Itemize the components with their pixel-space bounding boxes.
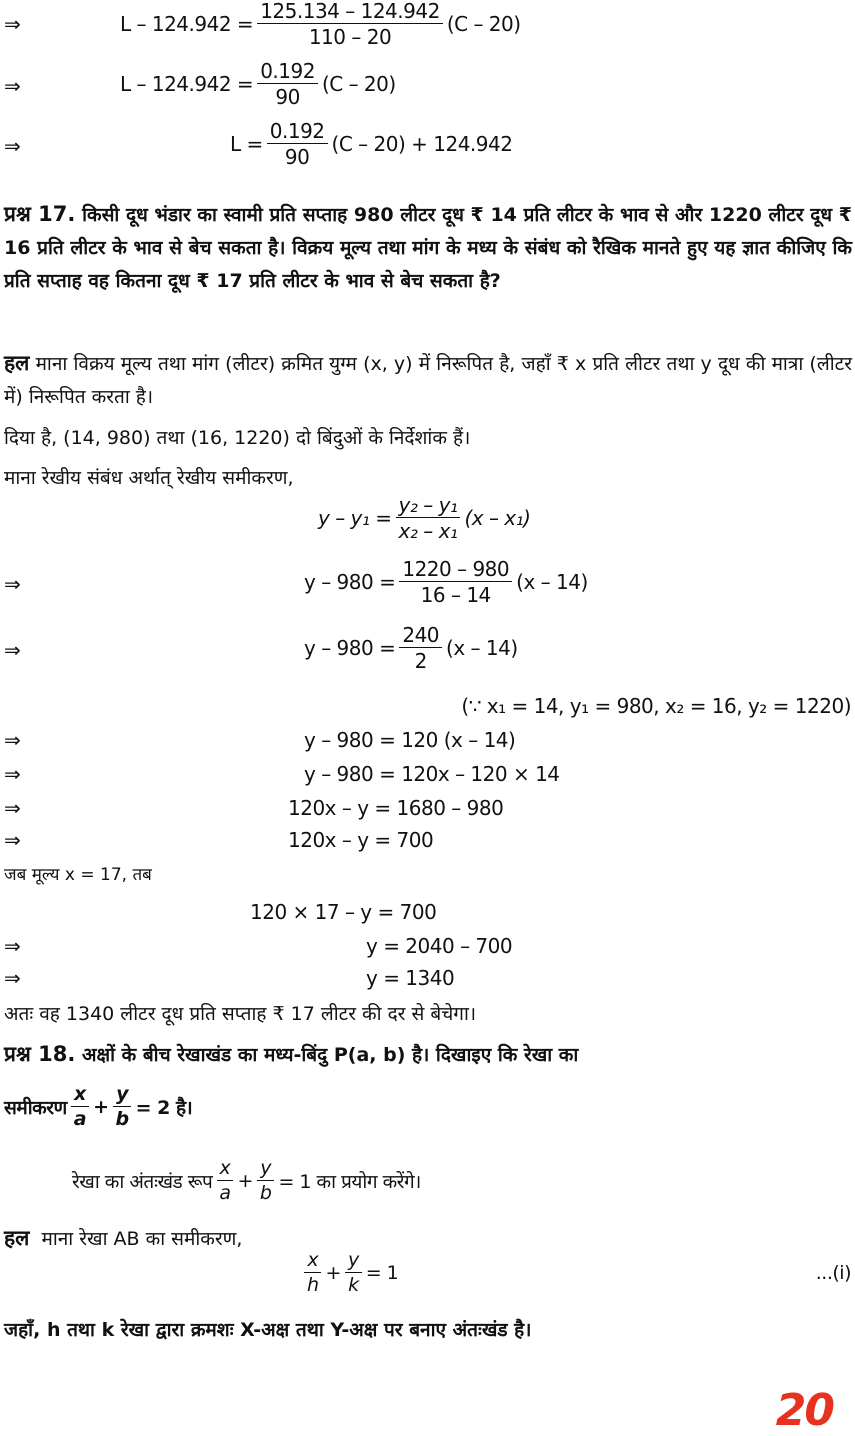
eq-tail: (C – 20) + 124.942: [331, 132, 513, 156]
equation-simplified: [304, 624, 518, 672]
fraction: [112, 1084, 131, 1130]
eq-tail: (x – x₁): [464, 506, 531, 530]
equation-substituted: [304, 558, 588, 606]
eq-tail: = 1: [365, 1261, 399, 1284]
question-text: किसी दूध भंडार का स्वामी प्रति सप्ताह 980 लीटर दूध ₹ 14 प्रति लीटर के भाव से और 1220 लीटर दूध ₹ 16 प्रति लीटर के भाव से बेच सकता है। विक्रय मूल्य तथा मांग के मध्य के संबंध को रैखिक मानते हुए यह ज्ञात कीजिए कि प्रति सप्ताह वह कितना दूध ₹ 17 प्रति लीटर के भाव से बेच सकता है?: [4, 204, 852, 292]
equation-line-3: [230, 120, 512, 168]
equation-two-point-form: [318, 494, 530, 542]
denominator: a: [73, 1107, 87, 1130]
equation-step-7: 120x – y = 700: [288, 828, 434, 852]
solution-17-intro: [4, 347, 852, 414]
eq-lhs: y – y₁ =: [318, 506, 392, 530]
eq-lhs: L – 124.942 =: [120, 12, 254, 36]
numerator: 0.192: [257, 60, 318, 84]
fraction: [216, 1158, 233, 1204]
denominator: 90: [284, 145, 310, 169]
eq-lhs: L =: [230, 132, 263, 156]
numerator: x: [304, 1250, 321, 1273]
denominator: k: [348, 1273, 359, 1296]
solution-text: माना विक्रय मूल्य तथा मांग (लीटर) क्रमित युग्म (x, y) में निरूपित है, जहाँ ₹ x प्रति लीटर तथा y दूध की मात्रा (लीटर में) निरूपित करता है।: [4, 353, 852, 408]
answer-17: अतः वह 1340 लीटर दूध प्रति सप्ताह ₹ 17 लीटर की दर से बेचेगा।: [4, 1003, 477, 1025]
implies-arrow: ⇒: [4, 638, 21, 662]
fraction: [399, 624, 442, 672]
denominator: a: [219, 1181, 231, 1204]
numerator: x: [217, 1158, 234, 1181]
fraction: [267, 120, 328, 168]
question-label: प्रश्न 18.: [4, 1042, 76, 1066]
fraction: [257, 0, 443, 48]
given-points: दिया है, (14, 980) तथा (16, 1220) दो बिंदुओं के निर्देशांक हैं।: [4, 427, 471, 449]
denominator: b: [259, 1181, 272, 1204]
solution-18-intro: [4, 1224, 242, 1252]
implies-arrow: ⇒: [4, 12, 21, 36]
eq-lhs: y – 980 =: [304, 636, 396, 660]
eq-tail: = 2 है।: [135, 1096, 193, 1119]
question-label: प्रश्न 17.: [4, 202, 76, 226]
implies-arrow: ⇒: [4, 934, 21, 958]
plus-sign: +: [237, 1169, 253, 1192]
equation-step-9: y = 2040 – 700: [366, 934, 513, 958]
eq-tail: (x – 14): [446, 636, 518, 660]
when-value: जब मूल्य x = 17, तब: [4, 865, 152, 885]
fraction: [257, 60, 318, 108]
fraction: [304, 1250, 322, 1296]
fraction: [345, 1250, 362, 1296]
implies-arrow: ⇒: [4, 134, 21, 158]
denominator: 2: [414, 649, 427, 673]
solution-label: हल: [4, 351, 30, 375]
solution-text: माना रेखा AB का समीकरण,: [41, 1228, 243, 1250]
equation-line-2: [120, 60, 396, 108]
implies-arrow: ⇒: [4, 572, 21, 596]
intercept-equation: [300, 1250, 398, 1296]
fraction: [399, 558, 512, 606]
numerator: y₂ – y₁: [396, 494, 461, 518]
numerator: 125.134 – 124.942: [257, 0, 443, 24]
numerator: 1220 – 980: [399, 558, 512, 582]
implies-arrow: ⇒: [4, 74, 21, 98]
denominator: 16 – 14: [420, 583, 491, 607]
question-17: [4, 198, 852, 298]
implies-arrow: ⇒: [4, 796, 21, 820]
plus-sign: +: [93, 1095, 109, 1118]
denominator: b: [115, 1107, 129, 1130]
numerator: y: [113, 1084, 131, 1107]
linear-intro: माना रेखीय संबंध अर्थात् रेखीय समीकरण,: [4, 467, 294, 489]
question-text: अक्षों के बीच रेखाखंड का मध्य-बिंदु P(a, b) है। दिखाइए कि रेखा का: [81, 1044, 579, 1066]
hint-tail: = 1 का प्रयोग करेंगे।: [278, 1170, 421, 1193]
numerator: 240: [399, 624, 442, 648]
equation-step-8: 120 × 17 – y = 700: [250, 900, 437, 924]
fraction: [257, 1158, 275, 1204]
denominator: 110 – 20: [308, 25, 392, 49]
implies-arrow: ⇒: [4, 728, 21, 752]
hint-18: [72, 1158, 421, 1204]
denominator: h: [307, 1273, 319, 1296]
equation-step-10: y = 1340: [366, 966, 455, 990]
intercepts-note: जहाँ, h तथा k रेखा द्वारा क्रमशः X-अक्ष तथा Y-अक्ष पर बनाए अंतःखंड है।: [4, 1319, 532, 1341]
eq-prefix: समीकरण: [4, 1096, 67, 1119]
question-18-equation: [4, 1084, 192, 1130]
denominator: 90: [275, 85, 300, 109]
denominator: x₂ – x₁: [398, 519, 458, 543]
question-18: [4, 1040, 852, 1068]
eq-lhs: y – 980 =: [304, 570, 396, 594]
numerator: y: [257, 1158, 274, 1181]
fraction: [396, 494, 461, 542]
numerator: 0.192: [267, 120, 328, 144]
substitution-note: (∵ x₁ = 14, y₁ = 980, x₂ = 16, y₂ = 1220): [461, 694, 851, 718]
eq-tail: (x – 14): [516, 570, 588, 594]
equation-step-6: 120x – y = 1680 – 980: [288, 796, 504, 820]
numerator: y: [345, 1250, 362, 1273]
eq-tail: (C – 20): [446, 12, 521, 36]
hint-prefix: रेखा का अंतःखंड रूप: [72, 1170, 213, 1193]
equation-step-5: y – 980 = 120x – 120 × 14: [304, 762, 560, 786]
implies-arrow: ⇒: [4, 762, 21, 786]
page-number: 20: [775, 1385, 833, 1436]
equation-reference: ...(i): [815, 1262, 851, 1284]
plus-sign: +: [325, 1261, 341, 1284]
equation-line-1: [120, 0, 521, 48]
implies-arrow: ⇒: [4, 966, 21, 990]
fraction: [71, 1084, 89, 1130]
eq-lhs: L – 124.942 =: [120, 72, 254, 96]
numerator: x: [71, 1084, 89, 1107]
implies-arrow: ⇒: [4, 828, 21, 852]
solution-label: हल: [4, 1226, 30, 1250]
eq-tail: (C – 20): [321, 72, 396, 96]
equation-step-4: y – 980 = 120 (x – 14): [304, 728, 516, 752]
